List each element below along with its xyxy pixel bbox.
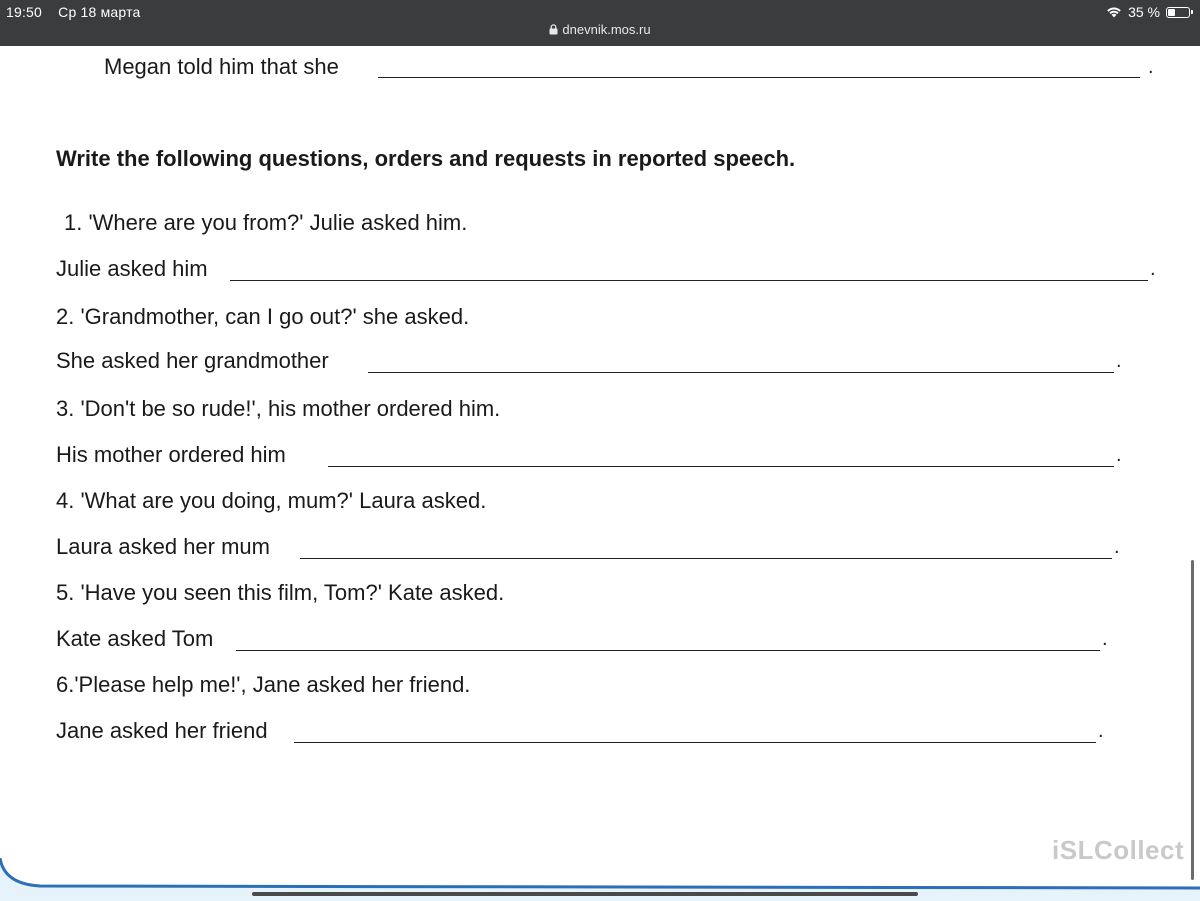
home-indicator[interactable] [252, 892, 918, 896]
answer-blank[interactable] [378, 77, 1140, 78]
answer-prompt-1: Julie asked him [56, 256, 208, 281]
previous-answer-prompt: Megan told him that she [104, 54, 339, 79]
answer-blank-5[interactable] [236, 650, 1100, 651]
question-4: 4. 'What are you doing, mum?' Laura asked. [56, 488, 487, 513]
question-5: 5. 'Have you seen this film, Tom?' Kate asked. [56, 580, 505, 605]
answer-prompt-2: She asked her grandmother [56, 348, 329, 373]
watermark: iSLCollect [1052, 835, 1185, 865]
answer-prompt-6: Jane asked her friend [56, 718, 268, 743]
status-bar-right [1106, 4, 1190, 20]
answer-blank-6[interactable] [294, 742, 1096, 743]
question-3: 3. 'Don't be so rude!', his mother ordered him. [56, 396, 501, 421]
question-2: 2. 'Grandmother, can I go out?' she asked. [56, 304, 470, 329]
answer-blank-4[interactable] [300, 558, 1112, 559]
battery-percent: 35 % [1128, 4, 1160, 20]
question-6: 6.'Please help me!', Jane asked her friend. [56, 672, 471, 697]
answer-prompt-4: Laura asked her mum [56, 534, 270, 559]
browser-top-bar [0, 0, 1200, 46]
answer-blank-2[interactable] [368, 372, 1114, 373]
period-4: . [1114, 536, 1120, 558]
answer-blank-1[interactable] [230, 280, 1148, 281]
answer-prompt-3: His mother ordered him [56, 442, 286, 467]
url-domain: dnevnik.mos.ru [562, 22, 651, 37]
question-1: 1. 'Where are you from?' Julie asked him. [64, 210, 468, 235]
status-bar-left [6, 4, 141, 20]
url-bar[interactable] [0, 22, 1200, 37]
status-date: Ср 18 марта [58, 4, 141, 20]
scrollbar[interactable] [1191, 560, 1194, 880]
period: . [1148, 56, 1154, 78]
battery-icon [1166, 7, 1190, 18]
worksheet-page [0, 46, 1200, 886]
period-1: . [1150, 258, 1156, 280]
period-3: . [1116, 444, 1122, 466]
status-time: 19:50 [6, 4, 43, 20]
period-6: . [1098, 720, 1104, 742]
wifi-icon [1106, 6, 1122, 18]
lock-icon [549, 24, 558, 35]
answer-prompt-5: Kate asked Tom [56, 626, 214, 651]
answer-blank-3[interactable] [328, 466, 1114, 467]
period-5: . [1102, 628, 1108, 650]
period-2: . [1116, 350, 1122, 372]
instruction-heading: Write the following questions, orders and requests in reported speech. [56, 146, 796, 171]
